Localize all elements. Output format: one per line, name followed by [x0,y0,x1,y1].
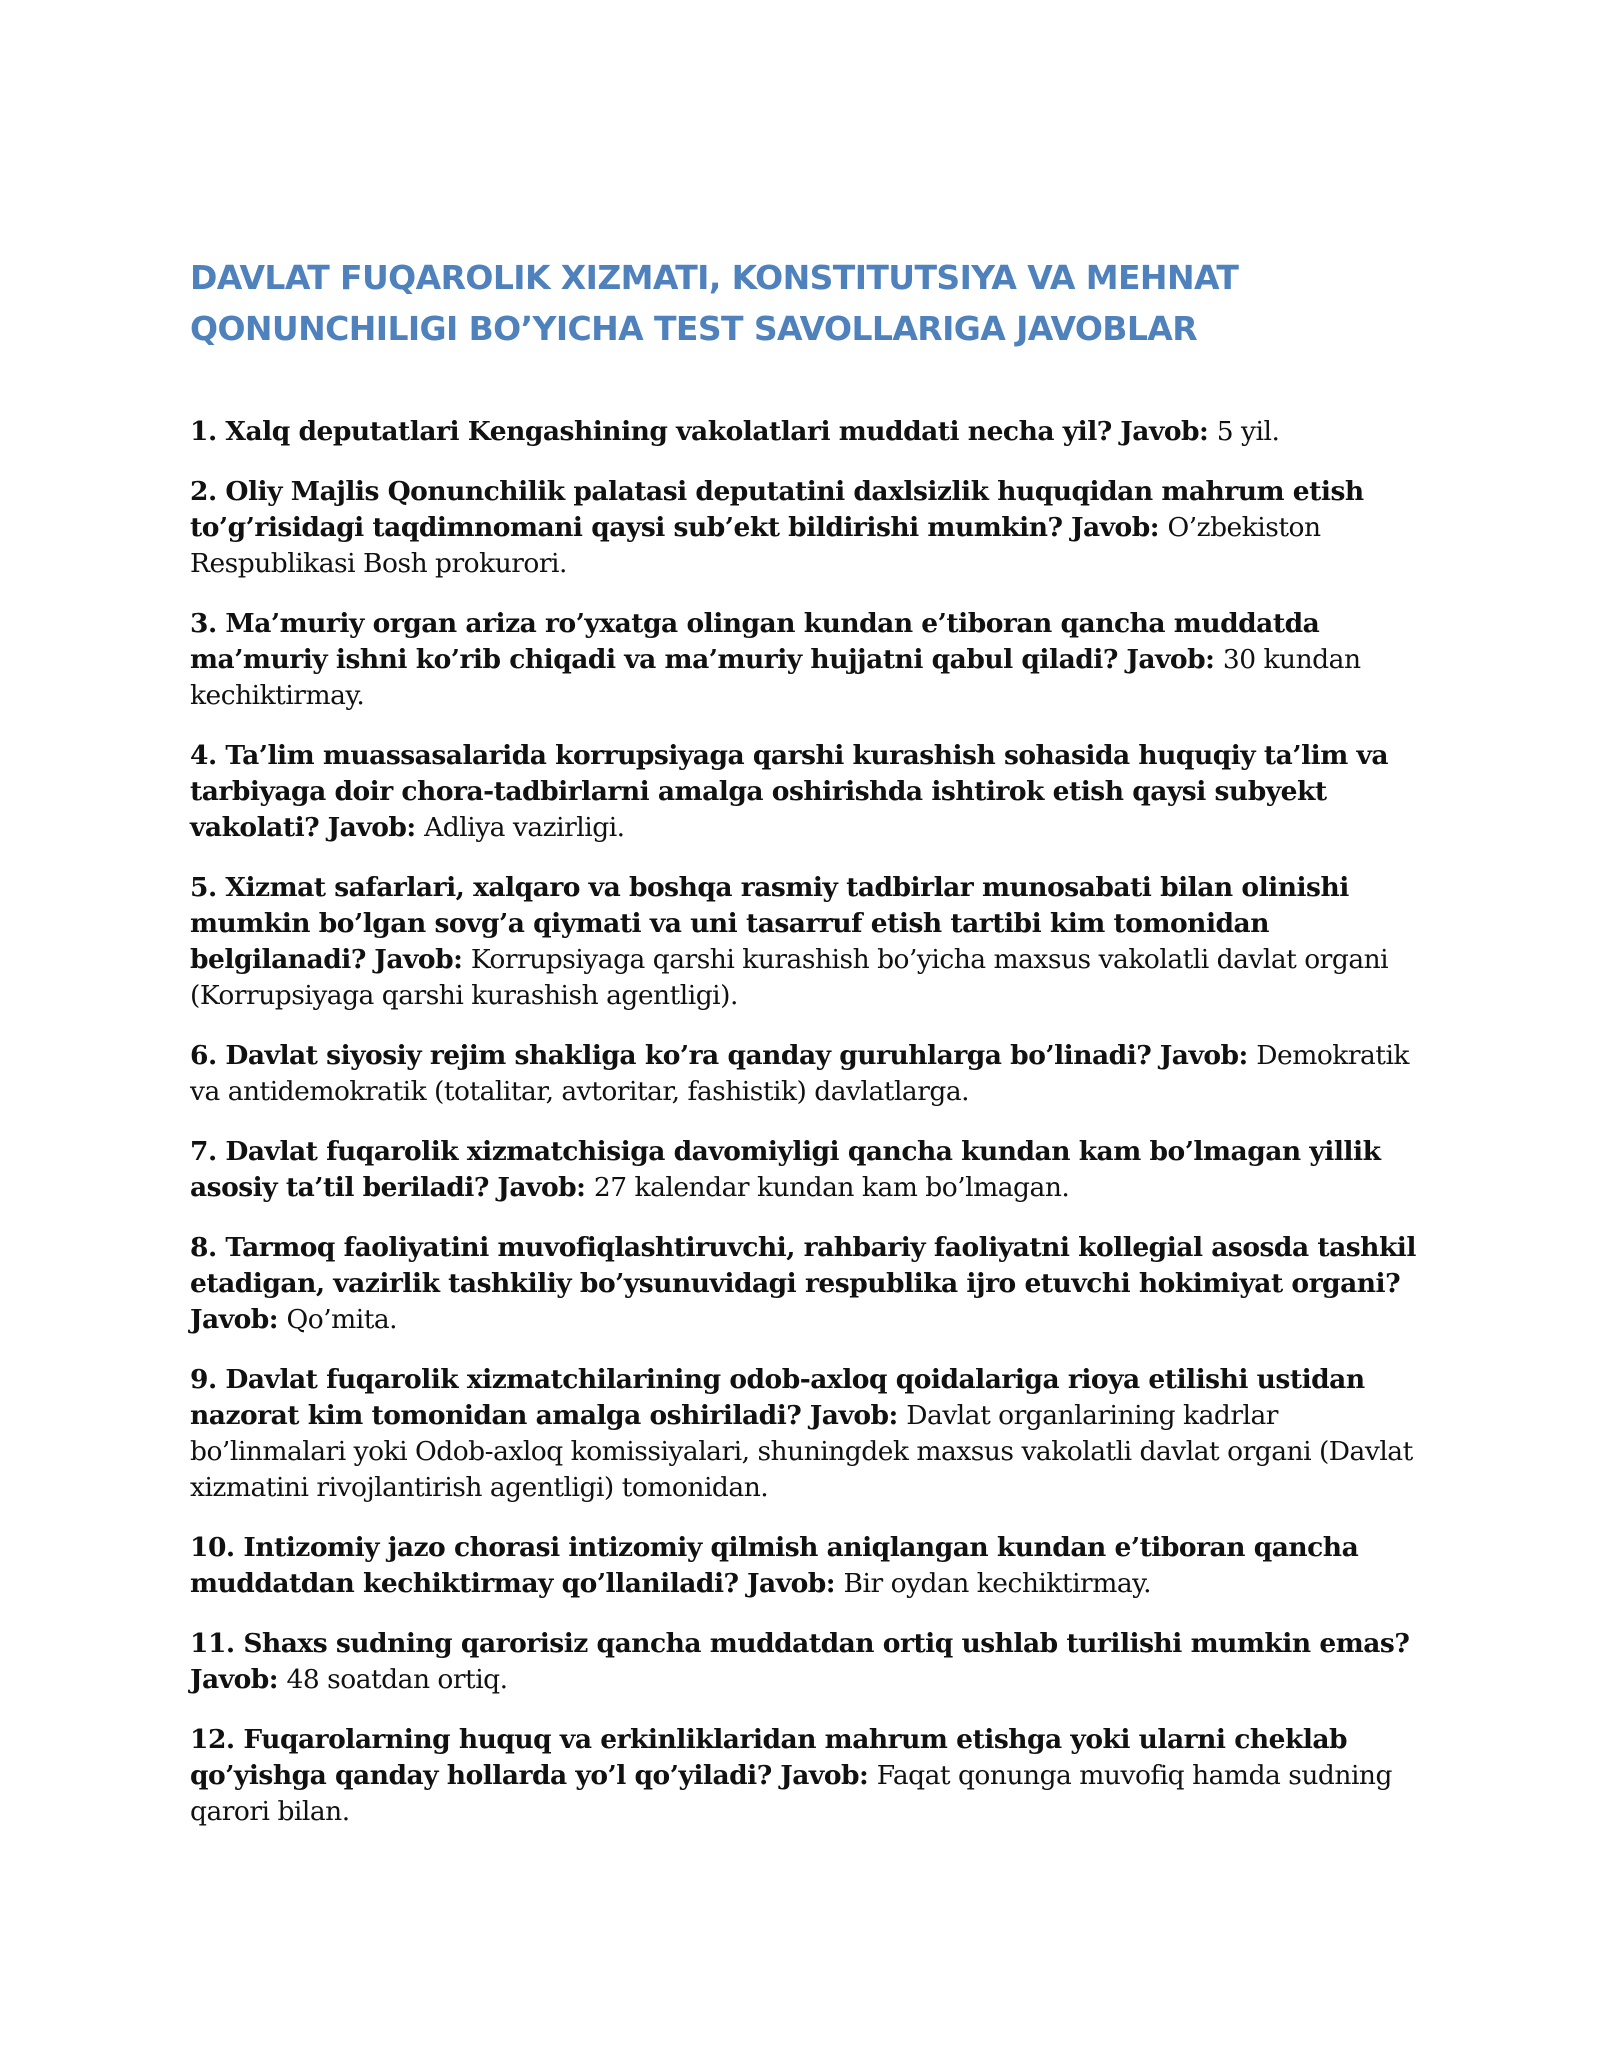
question-text: 8. Tarmoq faoliyatini muvofiqlashtiruvchi, rahbariy faoliyatni kollegial asosda tashkil etadigan, vazirlik tashkiliy bo’ysunuvidagi respublika ijro etuvchi hokimiyat organi? [190,1232,1416,1299]
document-title-line-2: QONUNCHILIGI BO’YICHA TEST SAVOLLARIGA JAVOBLAR [190,309,1198,348]
qa-item-3 [190,606,1420,714]
answer-label: Javob: [1126,644,1215,675]
document-title [190,252,1430,354]
answer-label: Javob: [374,944,463,975]
qa-item-8 [190,1230,1420,1338]
question-text: 6. Davlat siyosiy rejim shakliga ko’ra qanday guruhlarga bo’linadi? [190,1040,1152,1071]
answer-label: Javob: [190,1304,279,1335]
answer-text: O’zbekiston Respublikasi Bosh prokurori. [190,512,1321,579]
answer-label: Javob: [780,1760,869,1791]
answer-text: Korrupsiyaga qarshi kurashish bo’yicha maxsus vakolatli davlat organi (Korrupsiyaga qarshi kurashish agentligi). [190,944,1389,1011]
document-title-line-1: DAVLAT FUQAROLIK XIZMATI, KONSTITUTSIYA VA MEHNAT [190,258,1239,297]
qa-item-2 [190,474,1420,582]
answer-label: Javob: [1120,416,1209,447]
question-text: 10. Intizomiy jazo chorasi intizomiy qilmish aniqlangan kundan e’tiboran qancha muddatdan kechiktirmay qo’llaniladi? [190,1532,1359,1599]
answer-text: Qo’mita. [286,1304,398,1335]
answer-text: Davlat organlarining kadrlar bo’linmalari yoki Odob-axloq komissiyalari, shuningdek maxsus vakolatli davlat organi (Davlat xizmatini rivojlantirish agentligi) tomonidan. [190,1400,1413,1503]
qa-item-10 [190,1530,1420,1602]
question-text: 1. Xalq deputatlari Kengashining vakolatlari muddati necha yil? [190,416,1112,447]
qa-item-6 [190,1038,1420,1110]
qa-item-1 [190,414,1420,450]
qa-item-4 [190,738,1420,846]
question-text: 2. Oliy Majlis Qonunchilik palatasi deputatini daxlsizlik huquqidan mahrum etish to’g’risidagi taqdimnomani qaysi sub’ekt bildirishi mumkin? [190,476,1364,543]
answer-text: 48 soatdan ortiq. [286,1664,508,1695]
qa-item-5 [190,870,1420,1014]
question-text: 7. Davlat fuqarolik xizmatchisiga davomiyligi qancha kundan kam bo’lmagan yillik asosiy ta’til beriladi? [190,1136,1381,1203]
answer-text: Demokratik va antidemokratik (totalitar, avtoritar, fashistik) davlatlarga. [190,1040,1409,1107]
answer-label: Javob: [497,1172,586,1203]
question-text: 3. Ma’muriy organ ariza ro’yxatga olingan kundan e’tiboran qancha muddatda ma’muriy ishni ko’rib chiqadi va ma’muriy hujjatni qabul qiladi? [190,608,1320,675]
answer-text: Bir oydan kechiktirmay. [843,1568,1152,1599]
answer-label: Javob: [1159,1040,1248,1071]
question-answer-list [190,414,1420,1854]
answer-text: Adliya vazirligi. [424,812,625,843]
qa-item-11 [190,1626,1420,1698]
answer-text: 27 kalendar kundan kam bo’lmagan. [593,1172,1070,1203]
answer-label: Javob: [190,1664,279,1695]
question-text: 12. Fuqarolarning huquq va erkinliklaridan mahrum etishga yoki ularni cheklab qo’yishga qanday hollarda yo’l qo’yiladi? [190,1724,1348,1791]
question-text: 4. Ta’lim muassasalarida korrupsiyaga qarshi kurashish sohasida huquqiy ta’lim va tarbiyaga doir chora-tadbirlarni amalga oshirishda ishtirok etish qaysi subyekt vakolati? [190,740,1389,843]
answer-label: Javob: [327,812,416,843]
answer-text: 5 yil. [1216,416,1280,447]
question-text: 5. Xizmat safarlari, xalqaro va boshqa rasmiy tadbirlar munosabati bilan olinishi mumkin bo’lgan sovg’a qiymati va uni tasarruf etish tartibi kim tomonidan belgilanadi? [190,872,1349,975]
answer-label: Javob: [747,1568,836,1599]
answer-text: Faqat qonunga muvofiq hamda sudning qarori bilan. [190,1760,1392,1827]
answer-label: Javob: [1070,512,1160,543]
answer-text: 30 kundan kechiktirmay. [190,644,1361,711]
qa-item-9 [190,1362,1420,1506]
qa-item-12 [190,1722,1420,1830]
question-text: 9. Davlat fuqarolik xizmatchilarining odob-axloq qoidalariga rioya etilishi ustidan nazorat kim tomonidan amalga oshiriladi? [190,1364,1365,1431]
answer-label: Javob: [809,1400,898,1431]
qa-item-7 [190,1134,1420,1206]
question-text: 11. Shaxs sudning qarorisiz qancha muddatdan ortiq ushlab turilishi mumkin emas? [190,1628,1410,1659]
